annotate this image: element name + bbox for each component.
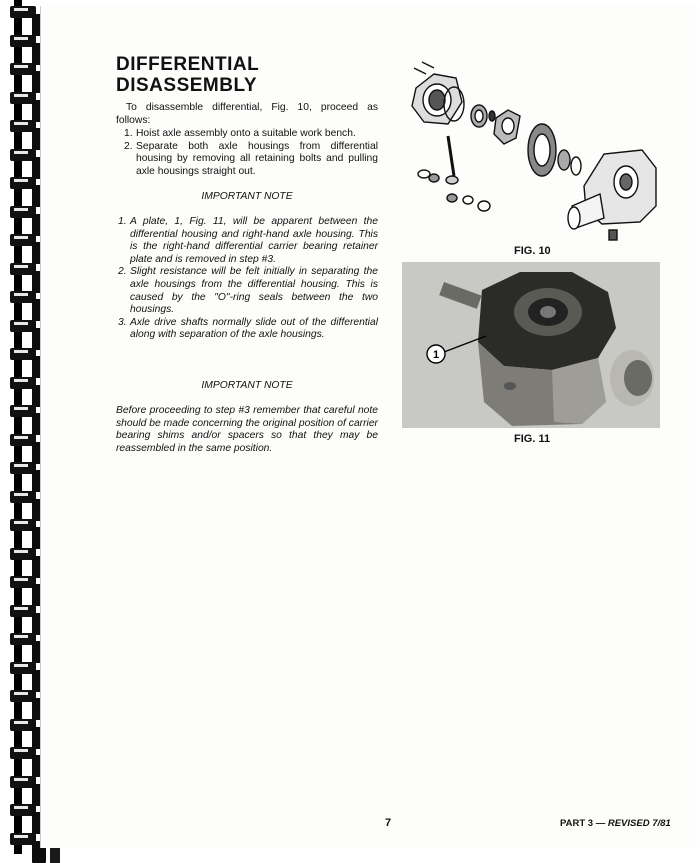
footer-revised: REVISED 7/81 <box>607 818 671 829</box>
title-line-2: DISASSEMBLY <box>116 75 257 96</box>
important-note-heading: IMPORTANT NOTE <box>201 191 293 202</box>
notes-section <box>116 216 378 342</box>
note-text: A plate, 1, Fig. 11, will be apparent between the differential housing and right-hand axle housing. This is the right-hand differential carrier bearing retainer plate and is removed in step #3. <box>130 216 378 265</box>
important-note-heading-2: IMPORTANT NOTE <box>201 380 293 391</box>
page-number: 7 <box>385 817 392 829</box>
note-text: Slight resistance will be felt initially in separating the axle housings from the differential housing. This is caused by the "O"-ring seals between the two housings. <box>130 266 378 316</box>
note-number: 3. <box>118 316 127 328</box>
footer-part-label <box>560 818 671 829</box>
note-item <box>116 317 378 342</box>
step-text: Hoist axle assembly onto a suitable work bench. <box>136 128 356 140</box>
note-list <box>116 216 378 342</box>
footer-part-text: PART 3 — <box>560 818 608 829</box>
title-line-1: DIFFERENTIAL <box>116 54 260 75</box>
fig11-callout-label: 1 <box>432 349 440 361</box>
note-number: 2. <box>118 266 127 278</box>
step-number: 1. <box>124 128 133 140</box>
step-number: 2. <box>124 140 133 152</box>
differential-housing-image <box>402 262 660 428</box>
fig10-exploded-diagram <box>404 58 662 246</box>
note-item <box>116 216 378 266</box>
intro-paragraph: To disassemble differential, Fig. 10, proceed as follows: <box>116 102 378 126</box>
step-item <box>116 141 378 179</box>
step-text: Separate both axle housings from differential housing by removing all retaining bolts and pulling axle housings straight out. <box>136 140 378 177</box>
closing-paragraph: Before proceeding to step #3 remember that careful note should be made concerning the original position of carrier bearing shims and/or spacers so that they may be reassembled in the same position. <box>116 405 378 454</box>
page-title <box>116 54 376 96</box>
fig11-caption: FIG. 11 <box>514 433 551 445</box>
note-item <box>116 266 378 316</box>
step-item <box>116 128 378 141</box>
fig10-caption: FIG. 10 <box>514 245 551 257</box>
note-number: 1. <box>118 216 127 227</box>
note-text: Axle drive shafts normally slide out of the differential along with separation of the axle housings. <box>130 316 378 341</box>
intro-section <box>116 102 378 179</box>
fig11-photo <box>402 262 660 428</box>
step-list <box>116 128 378 178</box>
